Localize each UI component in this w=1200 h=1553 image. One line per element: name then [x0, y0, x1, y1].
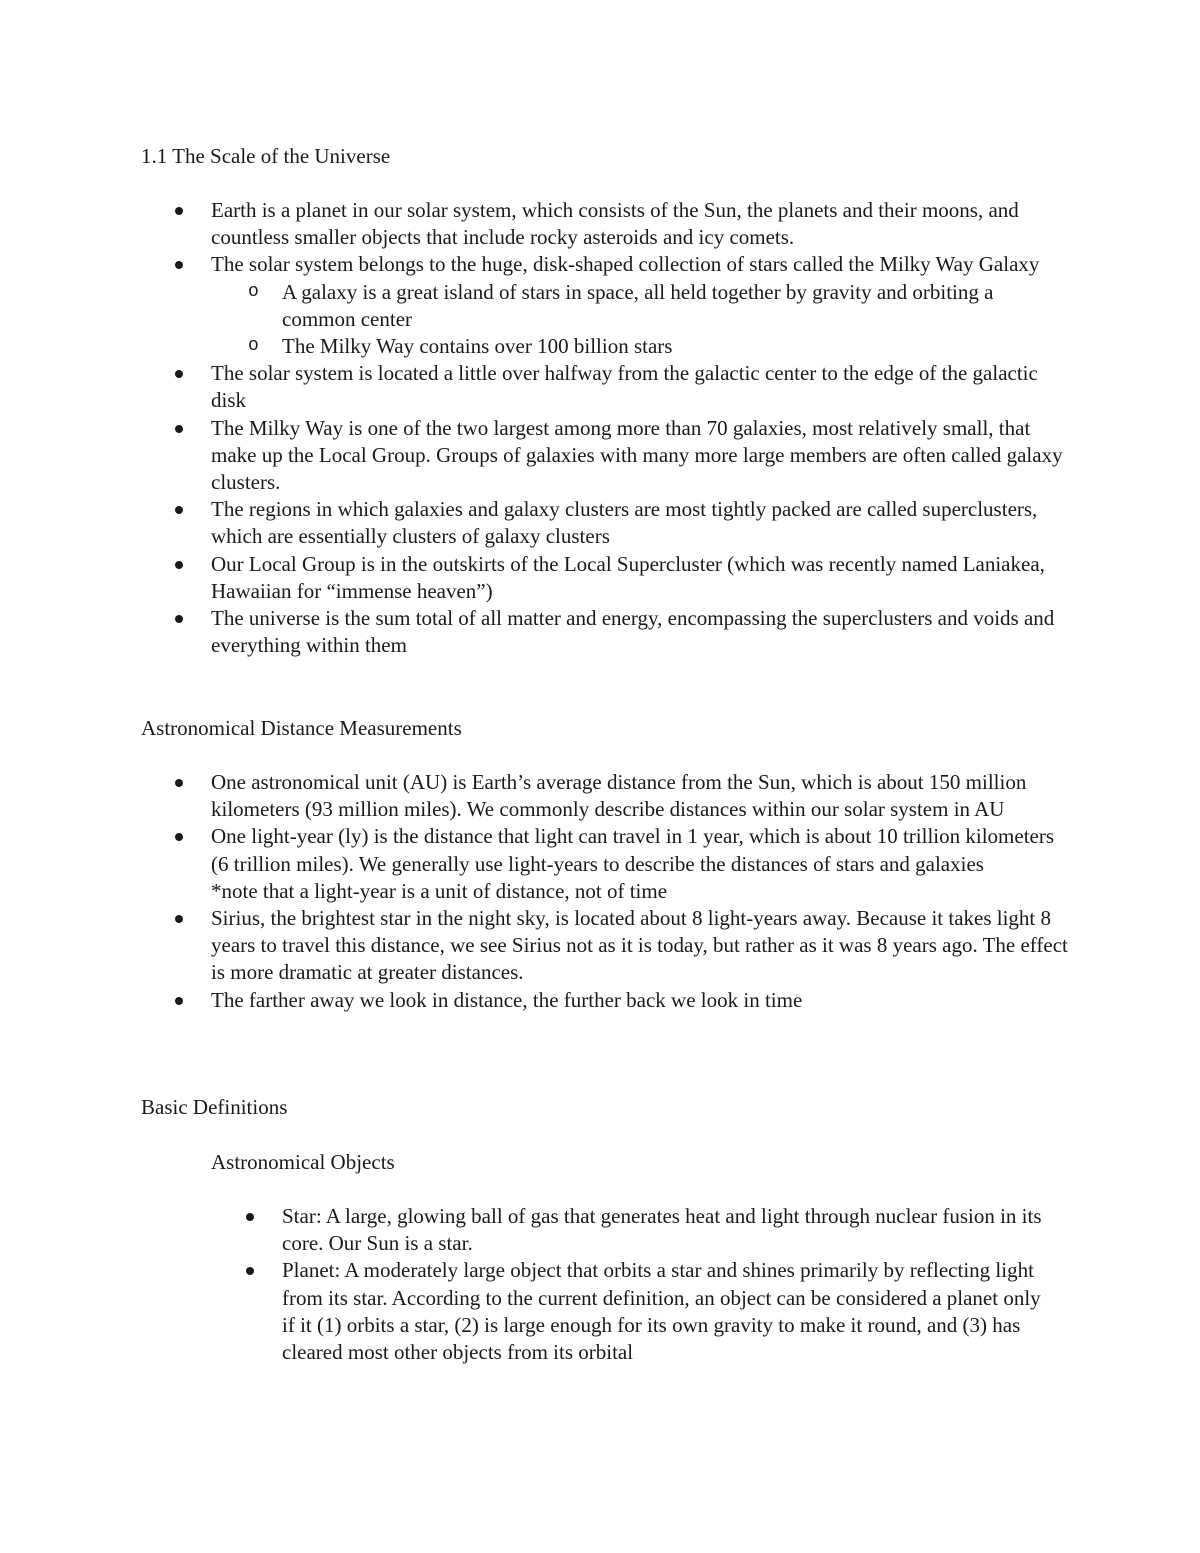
- list-item: Star: A large, glowing ball of gas that generates heat and light through nuclear fusion in its core. Our Sun is a star.: [282, 1203, 1042, 1257]
- list-item: The farther away we look in distance, the further back we look in time: [211, 987, 1071, 1014]
- scale-bullet-list: [211, 197, 1071, 659]
- sub-list-item: o The Milky Way contains over 100 billion stars: [282, 333, 1071, 360]
- sub-list-item: o A galaxy is a great island of stars in space, all held together by gravity and orbiting a common center: [282, 279, 1071, 333]
- section-heading-scale: 1.1 The Scale of the Universe: [141, 144, 391, 168]
- list-item: The regions in which galaxies and galaxy clusters are most tightly packed are called superclusters, which are essentially clusters of galaxy clusters: [211, 496, 1071, 550]
- list-item: The universe is the sum total of all matter and energy, encompassing the superclusters and voids and everything within them: [211, 605, 1071, 659]
- list-item: Earth is a planet in our solar system, which consists of the Sun, the planets and their moons, and countless smaller objects that include rocky asteroids and icy comets.: [211, 197, 1071, 251]
- list-item: Sirius, the brightest star in the night sky, is located about 8 light-years away. Because it takes light 8 years to travel this distance, we see Sirius not as it is today, but rather as it was 8 years ago. The effect is more dramatic at greater distances.: [211, 905, 1071, 987]
- distance-bullet-list: [211, 769, 1071, 1014]
- list-item: The Milky Way is one of the two largest among more than 70 galaxies, most relatively small, that make up the Local Group. Groups of galaxies with many more large members are often called galaxy clusters.: [211, 415, 1071, 497]
- list-item: Our Local Group is in the outskirts of the Local Supercluster (which was recently named Laniakea, Hawaiian for “immense heaven”): [211, 551, 1071, 605]
- list-item: Planet: A moderately large object that orbits a star and shines primarily by reflecting light from its star. According to the current definition, an object can be considered a planet only if it (1) orbits a star, (2) is large enough for its own gravity to make it round, and (3) has cleared most other objects from its orbital: [282, 1257, 1042, 1366]
- list-item: [211, 251, 1071, 360]
- list-item: [211, 823, 1071, 905]
- list-item: One astronomical unit (AU) is Earth’s average distance from the Sun, which is about 150 million kilometers (93 million miles). We commonly describe distances within our solar system in AU: [211, 769, 1071, 823]
- list-item: The solar system is located a little over halfway from the galactic center to the edge of the galactic disk: [211, 360, 1071, 414]
- section-heading-definitions: Basic Definitions: [141, 1095, 288, 1119]
- list-item-text: One light-year (ly) is the distance that light can travel in 1 year, which is about 10 trillion kilometers (6 trillion miles). We generally use light-years to describe the distances of stars and galaxies: [211, 824, 1055, 876]
- light-year-note: *note that a light-year is a unit of distance, not of time: [211, 878, 668, 903]
- section-heading-distance: Astronomical Distance Measurements: [141, 716, 462, 740]
- subheading-astronomical-objects: Astronomical Objects: [211, 1150, 395, 1174]
- galaxy-sub-list: [211, 279, 1071, 361]
- objects-bullet-list: [282, 1203, 1042, 1366]
- list-item-text: The solar system belongs to the huge, disk-shaped collection of stars called the Milky Way Galaxy: [211, 252, 1040, 277]
